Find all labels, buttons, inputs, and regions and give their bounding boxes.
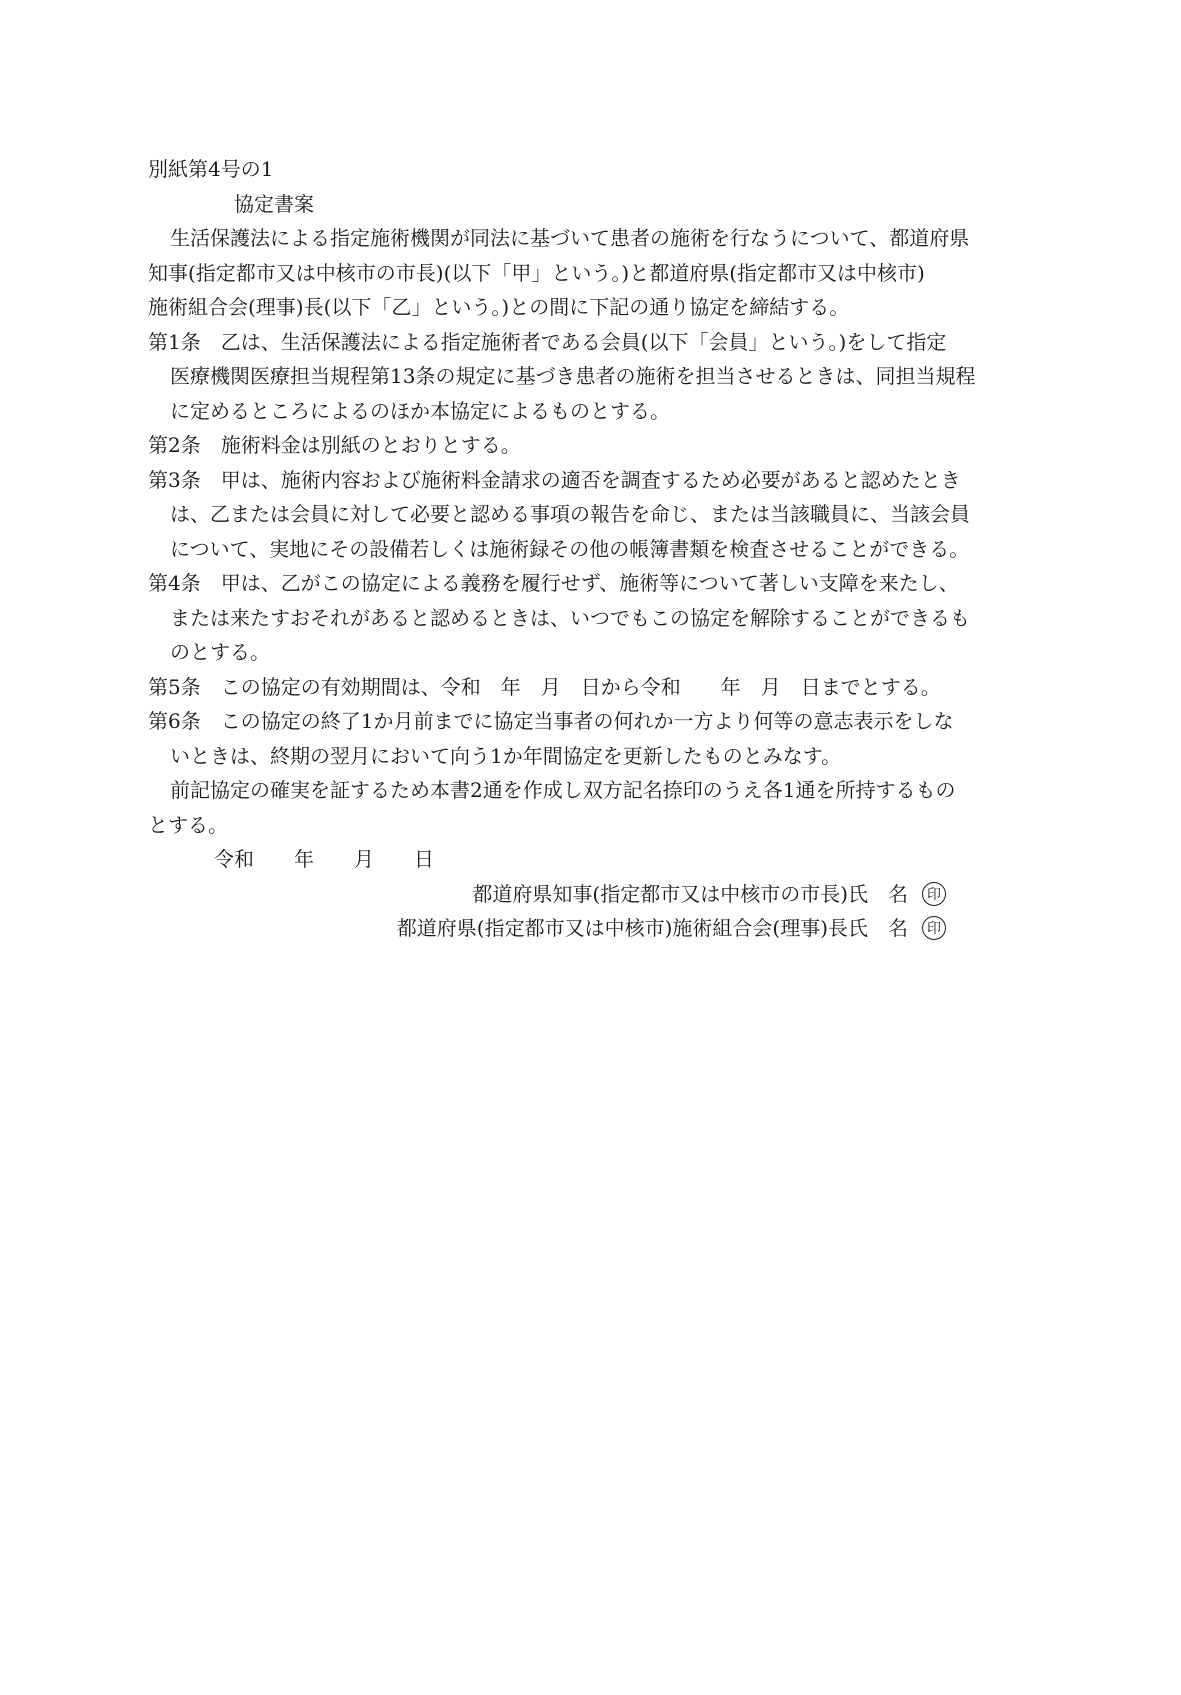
article-line: 第6条 この協定の終了1か月前までに協定当事者の何れか一方より何等の意志表示をしな — [148, 709, 954, 733]
signature-line-association — [148, 911, 1038, 946]
article-line: に定めるところによるのほか本協定によるものとする。 — [170, 398, 670, 423]
article-line: 第3条 甲は、施術内容および施術料金請求の適否を調査するため必要があると認めたとき — [148, 467, 961, 492]
preamble — [148, 221, 1038, 325]
signature-label: 都道府県(指定都市又は中核市)施術組合会(理事)長氏 名 — [396, 916, 908, 940]
signature-label: 都道府県知事(指定都市又は中核市の市長)氏 名 — [472, 881, 908, 906]
signature-line-governor — [148, 877, 1038, 912]
article-line: 第1条 乙は、生活保護法による指定施術者である会員(以下「会員」という。)をして指定 — [148, 329, 947, 354]
document-title: 協定書案 — [234, 191, 314, 216]
article-4 — [148, 566, 1038, 670]
article-5 — [148, 670, 1038, 705]
article-line: について、実地にその設備若しくは施術録その他の帳簿書類を検査させることができる。 — [170, 536, 970, 561]
article-line: のとする。 — [170, 640, 270, 664]
seal-icon: 印 — [922, 882, 946, 906]
article-2 — [148, 428, 1038, 463]
seal-icon: 印 — [922, 916, 946, 940]
article-3 — [148, 463, 1038, 567]
signing-date: 令和 年 月 日 — [214, 847, 434, 871]
preamble-line: 生活保護法による指定施術機関が同法に基づいて患者の施術を行なうについて、都道府県 — [170, 226, 970, 250]
document-page — [148, 152, 1038, 946]
preamble-line: 施術組合会(理事)長(以下「乙」という。)との間に下記の通り協定を締結する。 — [148, 295, 850, 319]
article-6 — [148, 704, 1038, 773]
article-1 — [148, 325, 1038, 429]
article-line: 第2条 施術料金は別紙のとおりとする。 — [148, 433, 521, 457]
article-line: または来たすおそれがあると認めるときは、いつでもこの協定を解除することができるも — [170, 605, 970, 630]
article-line: 第5条 この協定の有効期間は、令和 年 月 日から令和 年 月 日までとする。 — [148, 674, 941, 699]
article-line: 医療機関医療担当規程第13条の規定に基づき患者の施術を担当させるときは、同担当規程 — [170, 364, 976, 388]
closing-line: とする。 — [148, 812, 228, 837]
closing-line: 前記協定の確実を証するため本書2通を作成し双方記名捺印のうえ各1通を所持するもの — [170, 778, 956, 802]
article-line: 第4条 甲は、乙がこの協定による義務を履行せず、施術等について著しい支障を来たし、 — [148, 571, 959, 595]
closing-statement — [148, 773, 1038, 842]
attachment-label: 別紙第4号の1 — [148, 157, 274, 181]
article-line: は、乙または会員に対して必要と認める事項の報告を命じ、または当該職員に、当該会員 — [170, 502, 970, 526]
preamble-line: 知事(指定都市又は中核市の市長)(以下「甲」という。)と都道府県(指定都市又は中核市) — [148, 260, 925, 285]
article-line: いときは、終期の翌月において向う1か年間協定を更新したものとみなす。 — [170, 743, 842, 768]
